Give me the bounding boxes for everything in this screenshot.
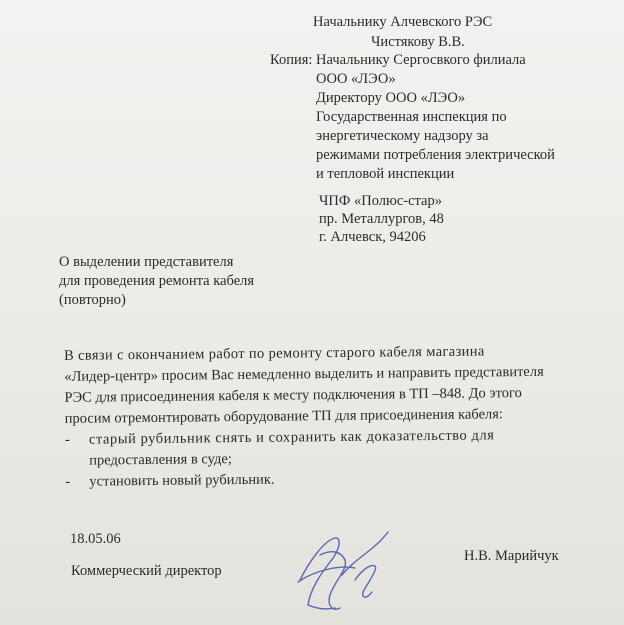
copy-line: и тепловой инспекции xyxy=(316,166,455,182)
body-line: РЭС для присоединения кабеля к месту подключения в ТП –848. До этого xyxy=(64,385,522,406)
bullet-dash: - xyxy=(64,431,70,448)
copy-line: Государственная инспекция по xyxy=(316,109,507,125)
body-line: В связи с окончанием работ по ремонту старого кабеля магазина xyxy=(63,343,485,364)
addressee-line2: Чистякову В.В. xyxy=(371,34,465,50)
sender-street: пр. Металлургов, 48 xyxy=(319,211,444,227)
signature-image xyxy=(280,520,410,620)
addressee-line1: Начальнику Алчевского РЭС xyxy=(313,14,493,30)
bullet-text: предоставления в суде; xyxy=(89,451,232,469)
signatory-name: Н.В. Марийчук xyxy=(464,548,559,564)
subject-line: О выделении представителя xyxy=(59,254,234,270)
body-line: «Лидер-центр» просим Вас немедленно выделить и направить представителя xyxy=(64,363,544,385)
subject-line: для проведения ремонта кабеля xyxy=(59,273,255,289)
bullet-dash: - xyxy=(65,473,71,490)
bullet-text: старый рубильник снять и сохранить как доказательство для xyxy=(88,427,495,448)
signatory-position: Коммерческий директор xyxy=(71,563,222,579)
copy-line: энергетическому надзору за xyxy=(316,128,489,144)
copy-line: режимами потребления электрической xyxy=(316,147,555,163)
subject-line: (повторно) xyxy=(59,292,126,308)
sender-org: ЧПФ «Полюс-стар» xyxy=(319,193,442,209)
copy-line: ООО «ЛЭО» xyxy=(316,71,396,87)
letter-date: 18.05.06 xyxy=(70,531,121,547)
body-line: просим отремонтировать оборудование ТП для присоединения кабеля: xyxy=(64,406,504,427)
copy-line: Директору ООО «ЛЭО» xyxy=(316,90,466,106)
copy-label: Копия: Начальнику Сергосвкого филиала xyxy=(270,52,526,68)
sender-city: г. Алчевск, 94206 xyxy=(319,229,426,245)
bullet-text: установить новый рубильник. xyxy=(89,471,275,490)
